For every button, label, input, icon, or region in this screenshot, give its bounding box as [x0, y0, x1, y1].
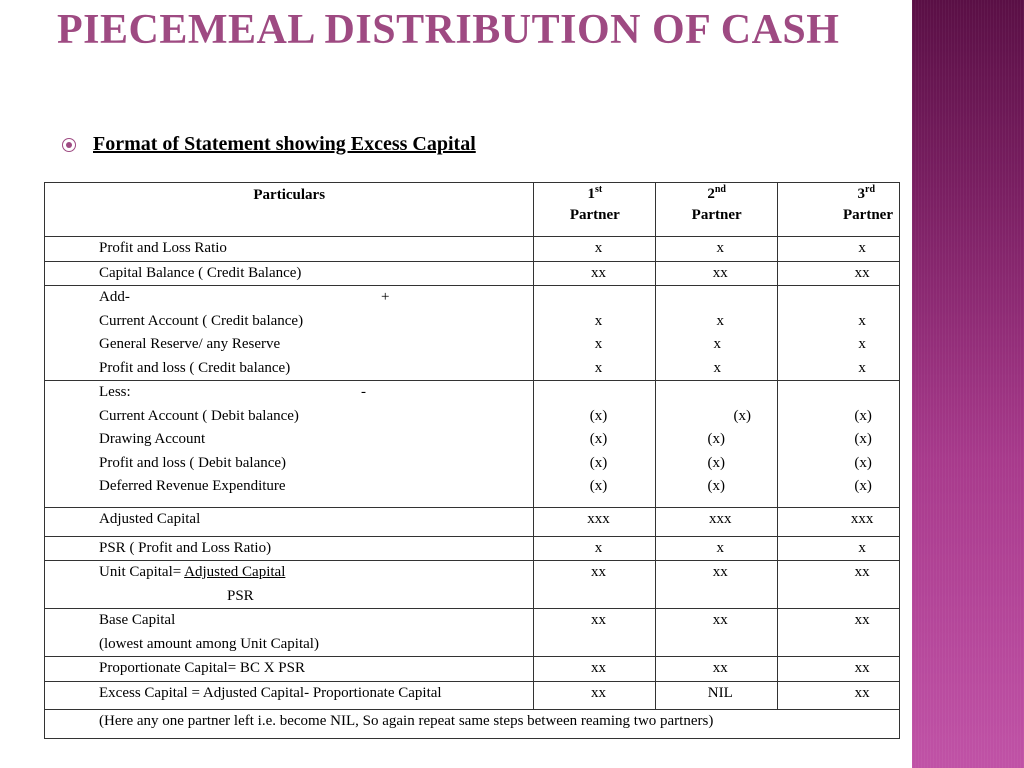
row-label: Proportionate Capital= BC X PSR	[99, 660, 305, 676]
cell-value: (x)	[589, 431, 608, 447]
cell-value: xx	[590, 564, 606, 580]
table-row	[45, 609, 900, 657]
table-row	[45, 237, 900, 262]
add-heading: Add-	[99, 289, 130, 305]
row-label: Current Account ( Credit balance)	[99, 312, 304, 329]
p2-num: 2	[707, 186, 715, 202]
unit-capital-line	[45, 561, 533, 585]
decorative-sidebar	[912, 0, 1024, 768]
cell-value: (x)	[854, 454, 872, 471]
row-label: Profit and loss ( Debit balance)	[99, 454, 287, 471]
table-row	[45, 536, 900, 561]
header-particulars	[45, 183, 534, 237]
row-label: Base Capital	[99, 612, 176, 628]
cell-value: xx	[590, 264, 606, 281]
cell-value: xx	[712, 612, 728, 628]
cell-value: (x)	[854, 478, 872, 494]
cell-value: x	[716, 240, 725, 256]
table-footnote-row	[45, 709, 900, 738]
unit-capital-numerator: Adjusted Capital	[184, 564, 286, 580]
cell-value: xx	[590, 612, 606, 628]
excess-capital-table	[44, 182, 900, 739]
p1-sup: st	[594, 184, 603, 195]
table-row	[45, 657, 900, 682]
table-row	[45, 507, 900, 536]
row-label: Profit and Loss Ratio	[99, 240, 227, 256]
row-label: General Reserve/ any Reserve	[99, 336, 281, 352]
p3-label: Partner	[843, 207, 893, 223]
p2-sup: nd	[714, 184, 726, 195]
cell-value: x	[716, 539, 725, 556]
table-row-add	[45, 286, 900, 381]
cell-value: xx	[712, 264, 728, 281]
cell-value: (x)	[733, 407, 752, 424]
row-label: Drawing Account	[99, 431, 206, 447]
header-partner-1	[534, 183, 656, 237]
table-row-less	[45, 381, 900, 508]
cell-value: x	[713, 359, 722, 376]
cell-value: x	[594, 312, 603, 329]
cell-value: xx	[590, 660, 606, 676]
cell-value: xxx	[709, 510, 732, 527]
cell-value: x	[716, 312, 725, 329]
cell-value: xxx	[587, 510, 610, 527]
cell-value: xx	[854, 612, 870, 628]
row-note: (lowest amount among Unit Capital)	[99, 635, 319, 652]
cell-value: (x)	[589, 454, 608, 471]
cell-value: (x)	[854, 431, 872, 447]
p3-num: 3	[857, 186, 865, 202]
bullet-text: Format of Statement showing Excess Capital	[93, 133, 476, 155]
cell-value: (x)	[854, 407, 872, 424]
bullet-point	[62, 133, 476, 156]
row-label: Current Account ( Debit balance)	[99, 407, 299, 424]
cell-value: xxx	[850, 510, 874, 527]
cell-value: x	[594, 359, 603, 376]
slide-title: PIECEMEAL DISTRIBUTION OF CASH	[57, 7, 840, 53]
row-label: Profit and loss ( Credit balance)	[99, 359, 291, 376]
cell-value: xx	[712, 564, 728, 580]
p1-label: Partner	[569, 207, 620, 223]
cell-value: x	[594, 539, 603, 556]
cell-value: x	[858, 312, 866, 329]
cell-value: x	[858, 359, 866, 376]
unit-capital-denominator: PSR	[227, 587, 254, 604]
cell-value: xx	[590, 684, 606, 701]
header-partner-3	[778, 183, 900, 237]
cell-value: x	[858, 240, 866, 256]
bullet-icon	[62, 138, 76, 152]
cell-value: x	[858, 336, 866, 352]
table-row	[45, 561, 900, 609]
row-label: Adjusted Capital	[99, 510, 201, 527]
unit-capital-prefix: Unit Capital=	[99, 564, 185, 580]
cell-value: xx	[854, 564, 870, 580]
p3-sup: rd	[865, 184, 875, 195]
header-particulars-label: Particulars	[253, 187, 326, 203]
table-footnote: (Here any one partner left i.e. become NIL, So again repeat same steps between reaming two partners)	[99, 712, 714, 729]
cell-value: xx	[854, 264, 870, 281]
cell-value: x	[713, 336, 722, 352]
row-label: PSR ( Profit and Loss Ratio)	[99, 539, 272, 556]
table-row	[45, 261, 900, 286]
less-heading: Less:	[99, 384, 131, 400]
cell-value: (x)	[589, 407, 608, 424]
cell-value: x	[858, 539, 866, 556]
cell-value: (x)	[589, 478, 608, 494]
cell-value: x	[594, 336, 603, 352]
table-header-row	[45, 183, 900, 237]
p1-num: 1	[587, 186, 595, 202]
table-row	[45, 681, 900, 709]
cell-value: (x)	[707, 478, 726, 494]
add-heading-line	[45, 286, 533, 310]
less-heading-line	[45, 381, 533, 405]
add-sign: +	[381, 289, 390, 305]
p2-label: Partner	[691, 207, 742, 223]
cell-value: xx	[854, 660, 870, 676]
row-label: Deferred Revenue Expenditure	[99, 478, 286, 494]
less-sign: -	[361, 384, 366, 400]
cell-value: x	[594, 240, 603, 256]
cell-value: (x)	[707, 431, 726, 447]
row-label: Excess Capital = Adjusted Capital- Proportionate Capital	[99, 684, 442, 701]
row-label: Capital Balance ( Credit Balance)	[99, 264, 302, 281]
cell-value: xx	[712, 660, 728, 676]
cell-value: xx	[854, 684, 870, 701]
header-partner-2	[656, 183, 778, 237]
cell-value: NIL	[707, 684, 733, 701]
cell-value: (x)	[707, 454, 726, 471]
